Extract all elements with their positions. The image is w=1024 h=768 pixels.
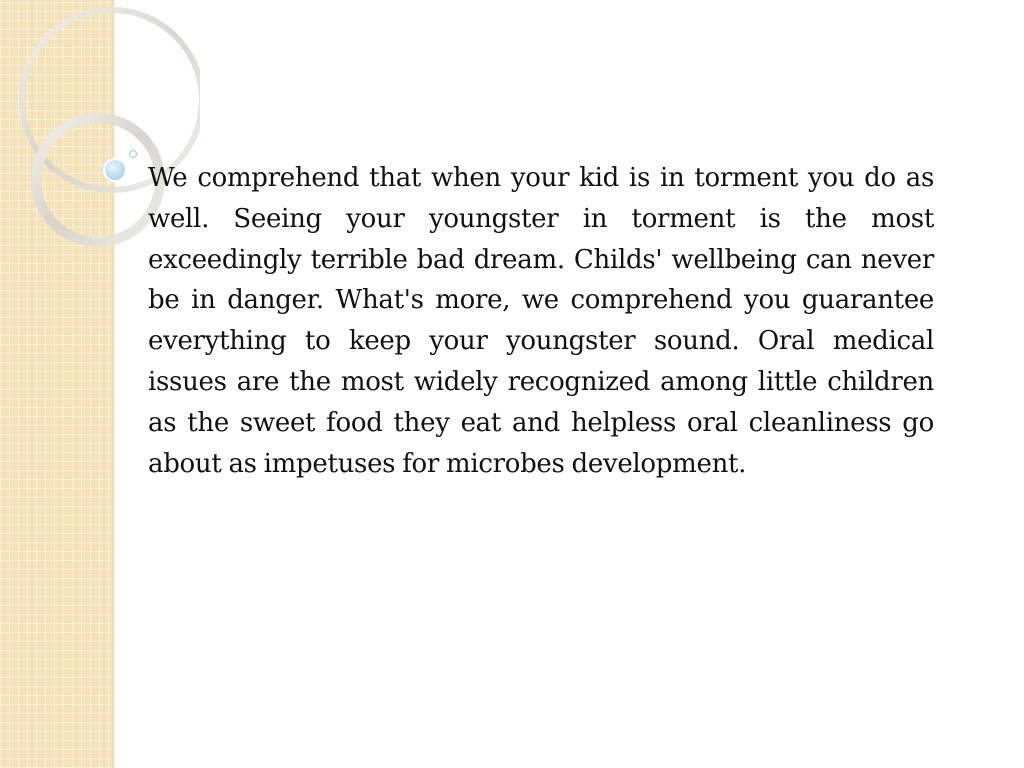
slide-body-text: We comprehend that when your kid is in torment you do as well. Seeing your youngster in torment is the most exceedingly terrible bad dream. Childs' wellbeing can never be in danger. What's more, we comprehend you guarantee everything to keep your youngster sound. Oral medical issues are the most widely recognized among little children as the sweet food they eat and helpless oral cleanliness go about as impetuses for microbes development. <box>148 163 934 479</box>
bullet-dot-icon <box>104 159 126 181</box>
small-bullet-dot-icon <box>130 151 137 158</box>
lower-ring <box>36 118 160 242</box>
